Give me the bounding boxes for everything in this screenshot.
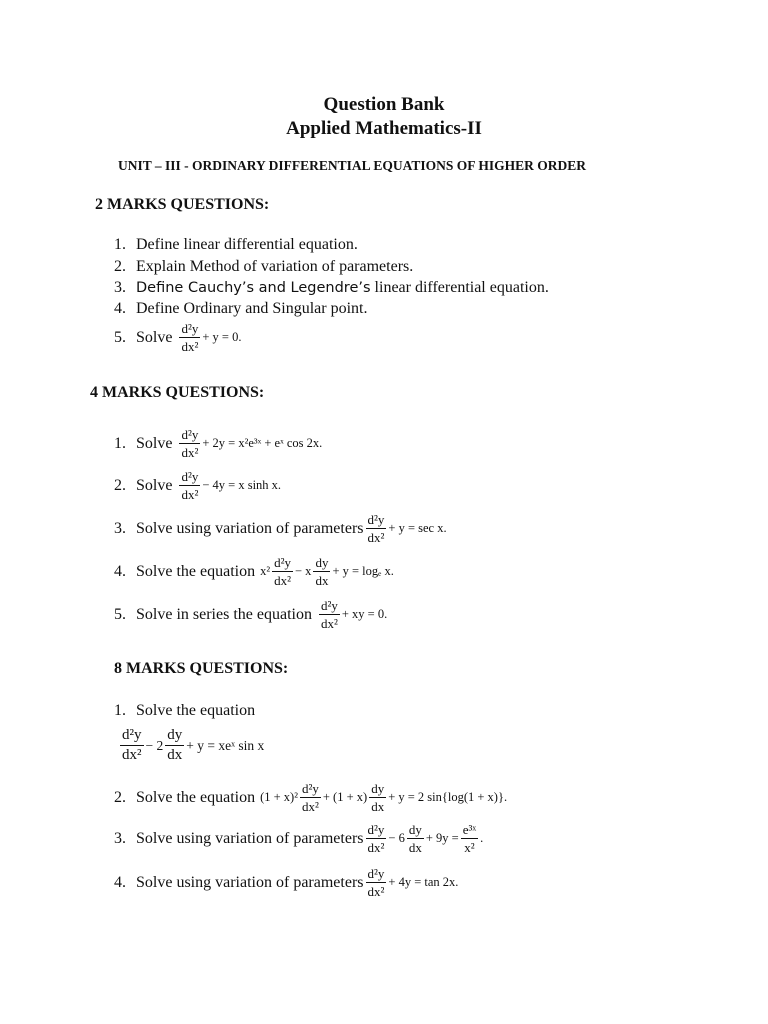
fraction (272, 556, 293, 587)
question-8m-3 (114, 823, 483, 854)
fraction-numerator: dy (315, 555, 329, 570)
question-number: 1. (114, 702, 126, 719)
question-number: 5. (114, 328, 126, 346)
fraction (366, 867, 387, 898)
fraction-numerator: d²y (367, 866, 385, 881)
fraction-denominator: dx (315, 573, 329, 588)
fraction-denominator: dx² (122, 747, 142, 763)
equation-rest: + y = 0. (202, 330, 242, 344)
equation-rest: + 2y = x²e³ˣ + eˣ cos 2x. (202, 436, 323, 450)
equation-middle-2: + 9y = (425, 831, 459, 845)
fraction-numerator: d²y (181, 321, 199, 336)
equation-rest: − 4y = x sinh x. (202, 478, 282, 492)
equation-rest: + y = logₑ x. (332, 564, 394, 578)
fraction (179, 470, 200, 501)
question-text: Solve using variation of parameters (136, 519, 364, 537)
fraction-denominator: dx² (367, 884, 385, 899)
fraction-denominator: x² (464, 840, 475, 855)
equation-rest: . (480, 831, 484, 845)
fraction-numerator: d²y (181, 427, 199, 442)
fraction (300, 782, 321, 813)
question-text: Solve the equation (136, 562, 256, 580)
question-number: 3. (114, 279, 126, 296)
equation-prefix: x² (260, 564, 271, 578)
fraction-numerator: dy (408, 822, 422, 837)
fraction-numerator: d²y (181, 469, 199, 484)
fraction (461, 823, 478, 854)
fraction (120, 728, 144, 763)
fraction-denominator: dx (371, 799, 385, 814)
question-2m-2 (114, 258, 413, 276)
fraction (407, 823, 424, 854)
equation (317, 599, 387, 630)
question-number: 2. (114, 476, 126, 494)
fraction (366, 513, 387, 544)
question-number: 4. (114, 562, 126, 580)
fraction-numerator: d²y (367, 822, 385, 837)
fraction-denominator: dx (167, 747, 183, 763)
question-4m-3 (114, 513, 447, 544)
fraction-denominator: dx² (320, 616, 338, 631)
equation-middle: − 6 (388, 831, 405, 845)
equation-rest: + y = 2 sin{log(1 + x)}. (388, 790, 508, 804)
question-text: Solve using variation of parameters (136, 829, 364, 847)
equation (364, 823, 484, 854)
question-8m-4 (114, 867, 458, 898)
question-number: 4. (114, 300, 126, 317)
question-number: 5. (114, 605, 126, 623)
equation (177, 428, 322, 459)
fraction-numerator: d²y (120, 728, 144, 746)
fraction (179, 322, 200, 353)
equation-rest: + y = xeˣ sin x (186, 737, 265, 753)
question-text: Solve (136, 328, 173, 346)
fraction (313, 556, 330, 587)
question-text: Define linear differential equation. (136, 236, 358, 253)
question-number: 3. (114, 829, 126, 847)
question-text: Solve in series the equation (136, 605, 312, 623)
document-subtitle: Applied Mathematics-II (286, 118, 482, 139)
equation-rest: + 4y = tan 2x. (388, 875, 459, 889)
question-8m-1-equation (118, 726, 264, 763)
fraction-numerator: dy (371, 781, 385, 796)
question-2m-3 (114, 279, 549, 297)
question-number: 4. (114, 873, 126, 891)
question-number: 1. (114, 434, 126, 452)
question-text: Solve (136, 434, 173, 452)
fraction-numerator: d²y (320, 598, 338, 613)
fraction (319, 599, 340, 630)
question-8m-2 (114, 782, 507, 813)
question-text: Solve the equation (136, 788, 256, 806)
question-8m-1 (114, 702, 255, 720)
fraction-denominator: dx² (274, 573, 291, 588)
question-text: Explain Method of variation of parameters. (136, 258, 414, 275)
fraction-numerator: dy (165, 728, 184, 746)
equation-prefix: (1 + x)² (260, 790, 298, 804)
fraction-denominator: dx² (367, 530, 385, 545)
fraction-denominator: dx² (181, 339, 199, 354)
document-title: Question Bank (323, 94, 445, 115)
question-number: 2. (114, 788, 126, 806)
equation-rest: + xy = 0. (341, 607, 388, 621)
fraction-numerator: d²y (274, 555, 291, 570)
section-heading-8-marks: 8 MARKS QUESTIONS: (114, 660, 289, 677)
fraction-denominator: dx² (181, 445, 199, 460)
equation-middle: − x (295, 564, 312, 578)
fraction (369, 782, 386, 813)
fraction-denominator: dx² (301, 799, 319, 814)
equation-middle: − 2 (145, 737, 164, 753)
question-text-part2: linear differential equation. (374, 279, 549, 296)
question-4m-2 (114, 470, 281, 501)
question-text: Solve using variation of parameters (136, 873, 364, 891)
question-4m-4 (114, 556, 394, 587)
fraction (366, 823, 387, 854)
fraction-denominator: dx² (367, 840, 385, 855)
question-text: Solve (136, 476, 173, 494)
fraction (179, 428, 200, 459)
equation (177, 322, 241, 353)
question-text: Solve the equation (136, 702, 256, 719)
question-number: 1. (114, 236, 126, 253)
equation-middle: + (1 + x) (322, 790, 368, 804)
equation (364, 867, 459, 898)
question-number: 3. (114, 519, 126, 537)
question-2m-4 (114, 300, 368, 318)
equation (364, 513, 447, 544)
question-text: Define Ordinary and Singular point. (136, 300, 368, 317)
fraction (165, 728, 184, 763)
fraction-denominator: dx² (181, 487, 199, 502)
question-text-part1: Define Cauchy’s and Legendre’s (136, 280, 371, 296)
question-number: 2. (114, 258, 126, 275)
unit-heading: UNIT – III - ORDINARY DIFFERENTIAL EQUATIONS OF HIGHER ORDER (118, 158, 586, 173)
fraction-denominator: dx (408, 840, 422, 855)
fraction-numerator: d²y (301, 781, 319, 796)
question-4m-1 (114, 428, 322, 459)
question-2m-1 (114, 236, 358, 254)
fraction-numerator: d²y (367, 512, 385, 527)
equation (118, 728, 264, 763)
section-heading-2-marks: 2 MARKS QUESTIONS: (95, 196, 270, 213)
equation (260, 556, 394, 587)
equation (260, 782, 507, 813)
question-4m-5 (114, 599, 387, 630)
question-2m-5 (114, 322, 241, 353)
fraction-numerator: e³ˣ (462, 822, 477, 837)
section-heading-4-marks: 4 MARKS QUESTIONS: (90, 384, 265, 401)
equation (177, 470, 281, 501)
equation-rest: + y = sec x. (388, 521, 447, 535)
